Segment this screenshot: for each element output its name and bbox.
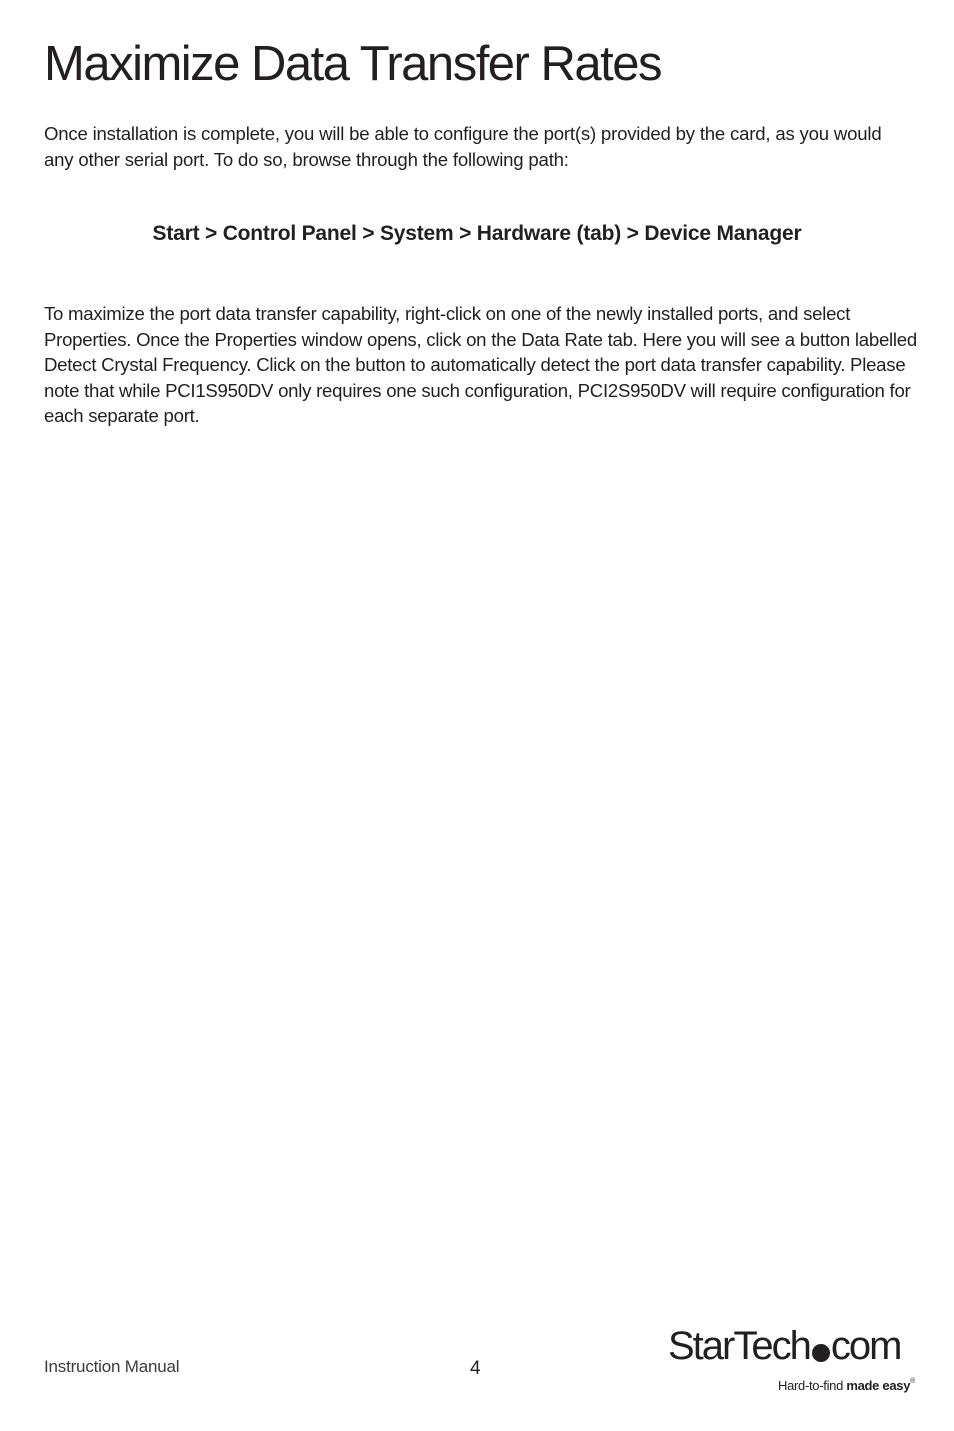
- logo-brand-suffix: com: [830, 1324, 901, 1368]
- logo-registered-mark: ®: [910, 1378, 915, 1385]
- footer-manual-label: Instruction Manual: [44, 1357, 180, 1376]
- intro-paragraph: Once installation is complete, you will be able to configure the port(s) provided by the card, as you would any other serial port. To do so, browse through the following path:: [44, 123, 882, 170]
- logo-dot-icon: [812, 1344, 830, 1362]
- instructions-paragraph: To maximize the port data transfer capability, right-click on one of the newly installed ports, and select Properties. Once the Properties window opens, click on the Data Rate tab. Here you will see a button labelled Detect Crystal Frequency. Click on the button to automatically detect the port data transfer capability. Please note that while PCI1S950DV only requires one such configuration, PCI2S950DV will require configuration for each separate port.: [44, 303, 917, 426]
- startech-logo: [668, 1326, 923, 1398]
- logo-tagline-regular: Hard-to-find: [777, 1378, 844, 1393]
- navigation-path: Start > Control Panel > System > Hardware (tab) > Device Manager: [152, 222, 802, 245]
- page-number: 4: [470, 1358, 481, 1379]
- logo-tagline: [778, 1378, 915, 1393]
- logo-brand-main: StarTech: [668, 1324, 810, 1368]
- logo-wordmark: [668, 1326, 900, 1366]
- logo-tagline-bold: made easy: [846, 1378, 911, 1393]
- page-title: Maximize Data Transfer Rates: [44, 37, 661, 91]
